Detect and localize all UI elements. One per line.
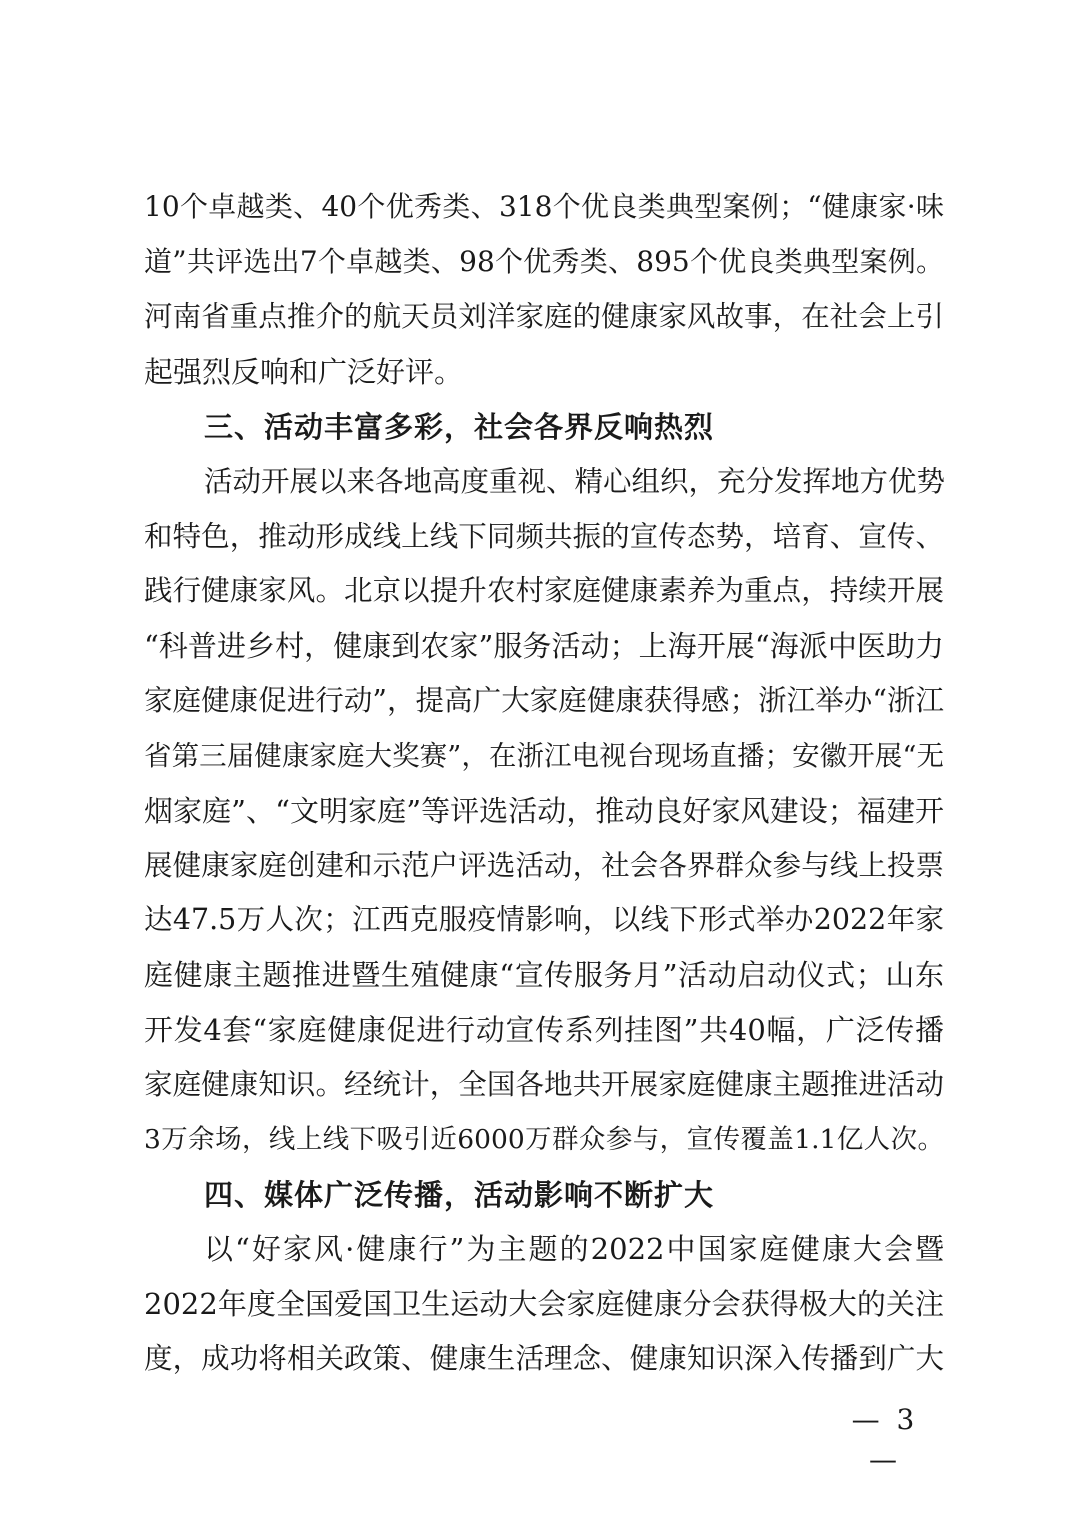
paragraph-2-line-2: 和特色，推动形成线上线下同频共振的宣传态势，培育、宣传、 [144, 520, 944, 553]
paragraph-1-line-2: 道”共评选出7个卓越类、98个优秀类、895个优良类典型案例。 [144, 245, 944, 278]
paragraph-2-line-6: 省第三届健康家庭大奖赛”，在浙江电视台现场直播；安徽开展“无 [144, 740, 944, 772]
paragraph-1-line-4: 起强烈反响和广泛好评。 [144, 355, 464, 389]
paragraph-2-line-10: 庭健康主题推进暨生殖健康“宣传服务月”活动启动仪式；山东 [144, 958, 944, 992]
paragraph-2-line-4: “科普进乡村，健康到农家”服务活动；上海开展“海派中医助力 [144, 629, 944, 663]
paragraph-2-line-5: 家庭健康促进行动”，提高广大家庭健康获得感；浙江举办“浙江 [144, 684, 944, 717]
paragraph-3-line-1: 以“好家风·健康行”为主题的2022中国家庭健康大会暨 [204, 1232, 944, 1266]
paragraph-2-line-8: 展健康家庭创建和示范户评选活动，社会各界群众参与线上投票 [144, 849, 944, 882]
section-heading-4: 四、媒体广泛传播，活动影响不断扩大 [204, 1178, 715, 1212]
paragraph-1-line-1: 10个卓越类、40个优秀类、318个优良类典型案例；“健康家·味 [144, 190, 944, 223]
paragraph-2-line-3: 践行健康家风。北京以提升农村家庭健康素养为重点，持续开展 [144, 574, 944, 607]
paragraph-3-line-3: 度，成功将相关政策、健康生活理念、健康知识深入传播到广大 [144, 1342, 944, 1375]
paragraph-2-line-13: 3万余场，线上线下吸引近6000万群众参与，宣传覆盖1.1亿人次。 [144, 1124, 944, 1155]
paragraph-1-line-3: 河南省重点推介的航天员刘洋家庭的健康家风故事，在社会上引 [144, 300, 944, 333]
section-heading-3: 三、活动丰富多彩，社会各界反响热烈 [204, 410, 715, 444]
paragraph-2-line-1: 活动开展以来各地高度重视、精心组织，充分发挥地方优势 [204, 465, 946, 498]
paragraph-2-line-12: 家庭健康知识。经统计，全国各地共开展家庭健康主题推进活动 [144, 1068, 944, 1101]
paragraph-2-line-9: 达47.5万人次；江西克服疫情影响，以线下形式举办2022年家 [144, 903, 944, 936]
page-number: — 3 — [851, 1403, 919, 1476]
paragraph-2-line-11: 开发4套“家庭健康促进行动宣传系列挂图”共40幅，广泛传播 [144, 1013, 944, 1047]
paragraph-3-line-2: 2022年度全国爱国卫生运动大会家庭健康分会获得极大的关注 [144, 1287, 944, 1321]
paragraph-2-line-7: 烟家庭”、“文明家庭”等评选活动，推动良好家风建设；福建开 [144, 794, 944, 828]
